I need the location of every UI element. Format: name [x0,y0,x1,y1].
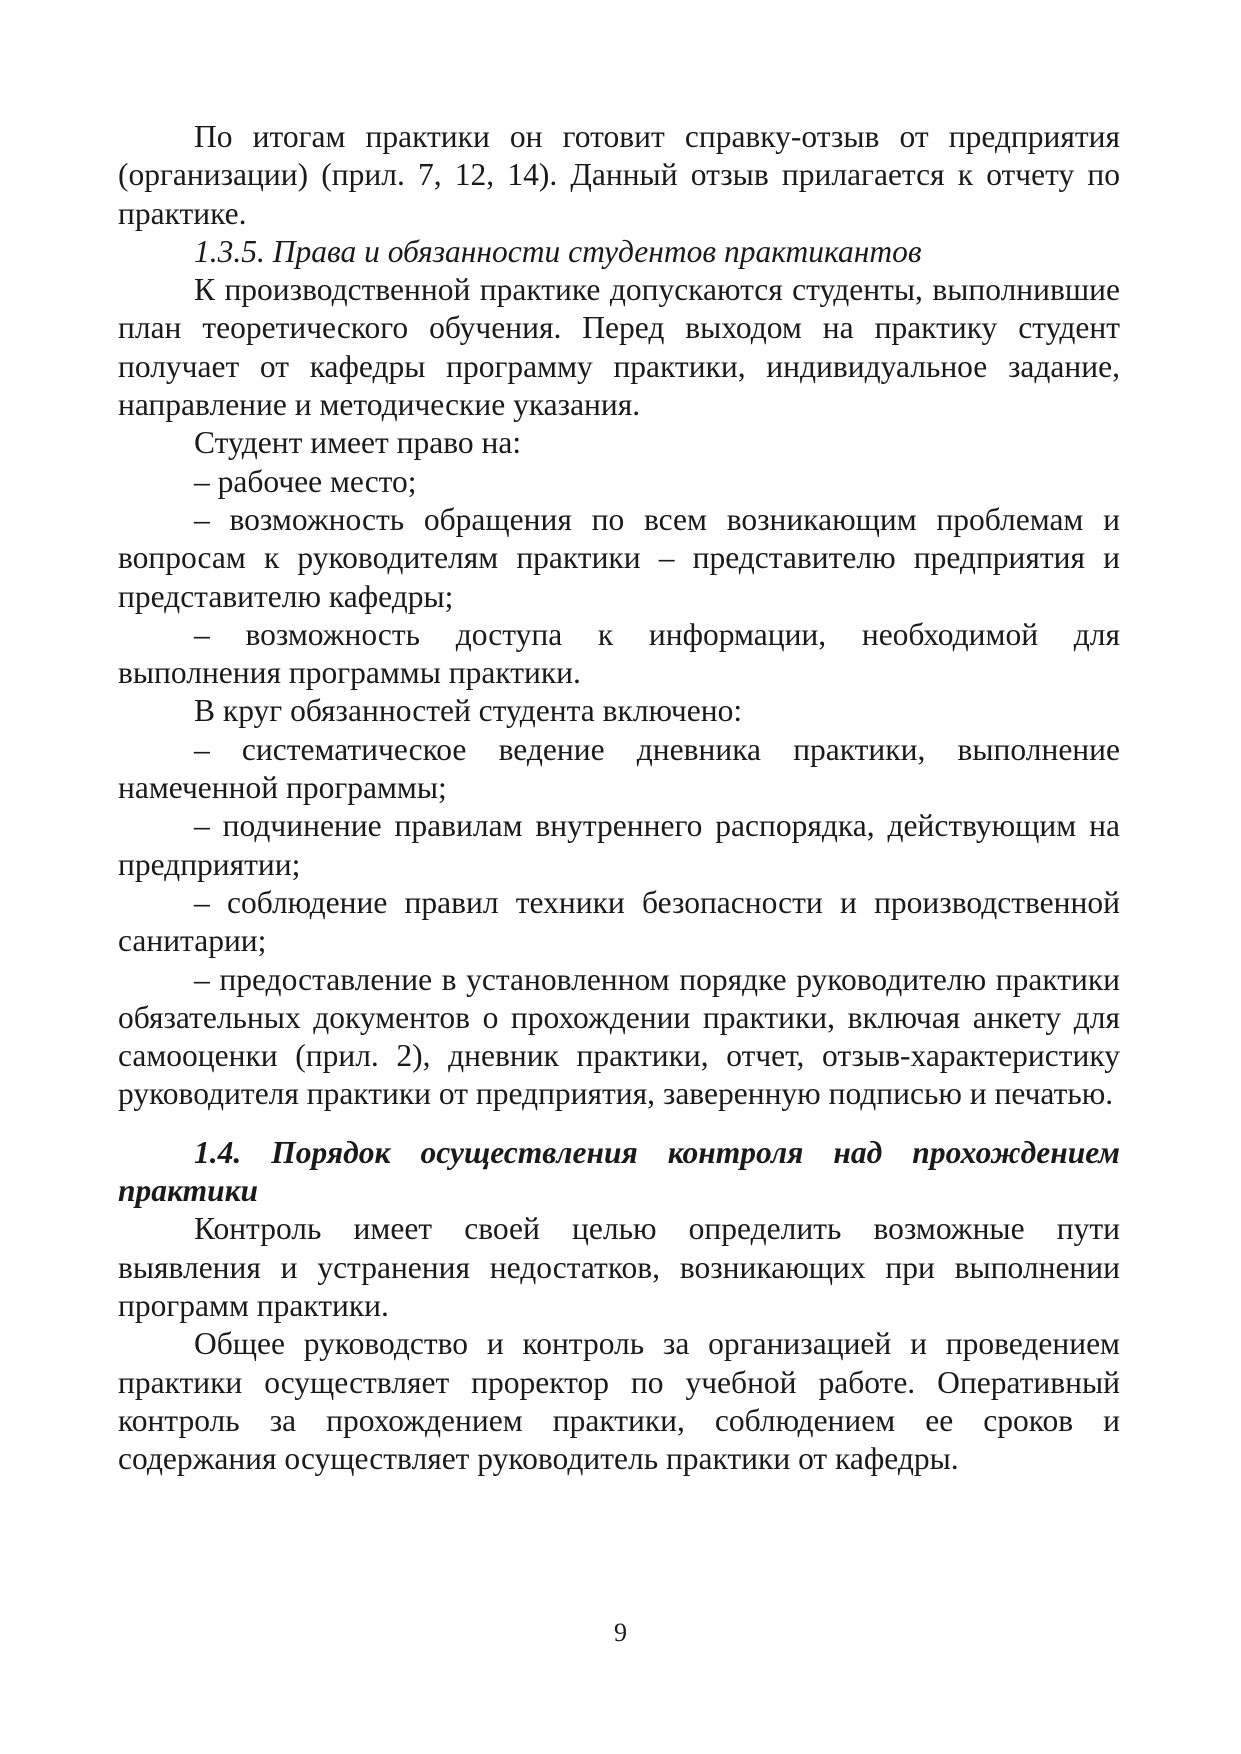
list-item-safety: – соблюдение правил техники безопасности и производственной санитарии; [118,884,1120,959]
subsection-heading-rights-duties: 1.3.5. Права и обязанности студентов практикантов [194,233,922,269]
paragraph-control-management: Общее руководство и контроль за организацией и проведением практики осуществляет проректор по учебной работе. Оперативный контроль за прохождением практики, соблюдением ее сроков и содержания осуществляет руководитель практики от кафедры. [118,1326,1120,1477]
page-number: 9 [614,1618,627,1647]
paragraph-control-goal: Контроль имеет своей целью определить возможные пути выявления и устранения недостатков, возникающих при выполнении программ практики. [118,1211,1120,1323]
section-heading-control: 1.4. Порядок осуществления контроля над прохождением практики [118,1134,1120,1209]
document-page [118,118,1120,1478]
list-item-diary: – систематическое ведение дневника практики, выполнение намеченной программы; [118,731,1120,806]
list-item-regulations: – подчинение правилам внутреннего распорядка, действующим на предприятии; [118,808,1120,882]
paragraph-admission: К производственной практике допускаются студенты, выполнившие план теоретического обучения. Перед выходом на практику студент получает от кафедры программу практики, индивидуальное задание, направление и методические указания. [118,272,1120,423]
list-item-info-access: – возможность доступа к информации, необходимой для выполнения программы практики. [118,616,1120,691]
paragraph-report-feedback: По итогам практики он готовит справку-отзыв от предприятия (организации) (прил. 7, 12, 14). Данный отзыв прилагается к отчету по практике. [118,119,1120,231]
paragraph-rights-intro: Студент имеет право на: [194,425,522,461]
list-item-documents: – предоставление в установленном порядке руководителю практики обязательных документов о прохождении практики, включая анкету для самооценки (прил. 2), дневник практики, отчет, отзыв-характеристику руководителя практики от предприятия, заверенную подписью и печатью. [118,961,1120,1112]
list-item-appeal: – возможность обращения по всем возникающим проблемам и вопросам к руководителям практики – представителю предприятия и представителю кафедры; [118,501,1120,614]
paragraph-duties-intro: В круг обязанностей студента включено: [194,693,743,729]
list-item-workplace: – рабочее место; [194,463,417,499]
